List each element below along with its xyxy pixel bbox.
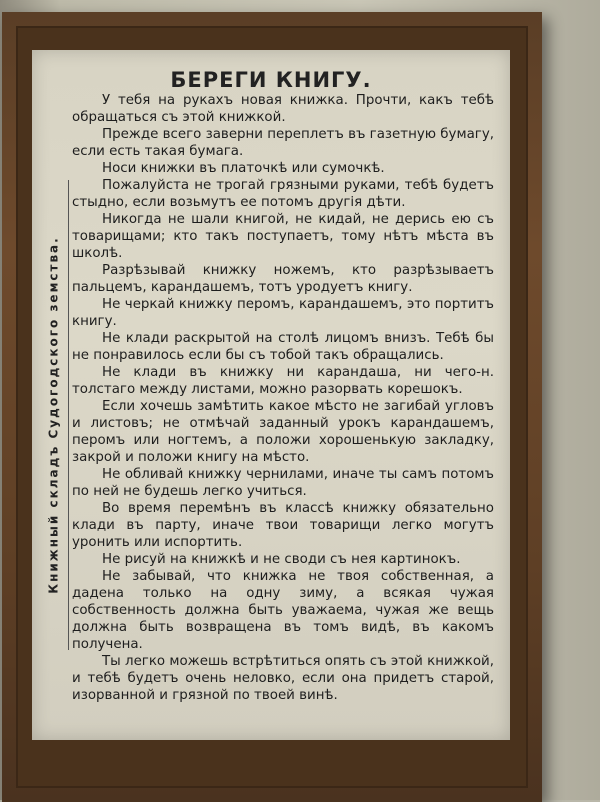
paragraph: Не клади въ книжку ни карандаша, ни чего-н. толстаго между листами, можно разорвать корешокъ.: [72, 365, 494, 397]
paragraph: Во время перемѣнъ въ классѣ книжку обязательно клади въ парту, иначе твои товарищи легко могутъ уронить или испортить.: [72, 501, 494, 550]
paragraph: Прежде всего заверни переплетъ въ газетную бумагу, если есть такая бумага.: [72, 127, 494, 159]
paragraph: Ты легко можешь встрѣтиться опять съ этой книжкой, и тебѣ будетъ очень неловко, если она придетъ старой, изорванной и грязной по твоей винѣ.: [72, 654, 494, 703]
side-caption: [40, 180, 69, 650]
paragraph: Не обливай книжку чернилами, иначе ты самъ потомъ по ней не будешь легко учиться.: [72, 467, 494, 499]
paragraph: Носи книжки въ платочкѣ или сумочкѣ.: [102, 161, 385, 176]
poster-paper: [32, 50, 510, 740]
side-caption-text: Книжный складъ Судогодского земства.: [47, 236, 62, 594]
paragraph: Разрѣзывай книжку ножемъ, кто разрѣзываетъ пальцемъ, карандашемъ, тотъ уродуетъ книгу.: [72, 263, 494, 295]
paragraph: Не забывай, что книжка не твоя собственная, а дадена только на одну зиму, а всякая чужая собственность должна быть уважаема, чужая же вещь должна быть возвращена въ томъ видѣ, въ какомъ получена.: [72, 569, 494, 652]
paragraph: Если хочешь замѣтить какое мѣсто не загибай угловъ и листовъ; не отмѣчай заданный урокъ карандашемъ, перомъ или ногтемъ, а положи хорошенькую закладку, закрой и положи книгу на мѣсто.: [72, 399, 494, 465]
paragraph: Пожалуйста не трогай грязными руками, тебѣ будетъ стыдно, если возьмутъ ее потомъ другія дѣти.: [72, 178, 494, 210]
paragraph: Не рисуй на книжкѣ и не своди съ нея картинокъ.: [102, 552, 461, 567]
paragraph: Не клади раскрытой на столѣ лицомъ внизъ. Тебѣ бы не понравилось если бы съ тобой такъ обращались.: [72, 331, 494, 363]
poster-title: БЕРЕГИ КНИГУ.: [170, 68, 372, 92]
poster-body: [72, 92, 494, 704]
paragraph: Не черкай книжку перомъ, карандашемъ, это портитъ книгу.: [72, 297, 494, 329]
paragraph: У тебя на рукахъ новая книжка. Прочти, какъ тебѣ обращаться съ этой книжкой.: [72, 93, 494, 125]
paragraph: Никогда не шали книгой, не кидай, не дерись ею съ товарищами; кто такъ поступаетъ, тому нѣтъ мѣста въ школѣ.: [72, 212, 494, 261]
